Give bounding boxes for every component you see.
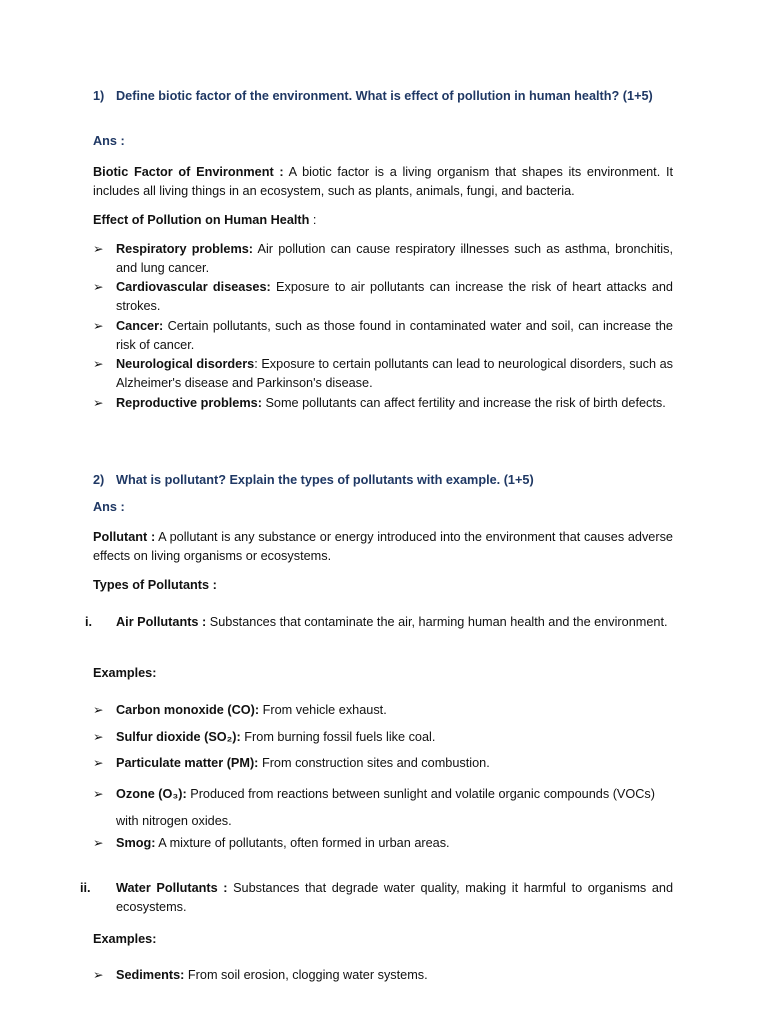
type-air-pollutants: Air Pollutants : Substances that contaminate the air, harming human health and the environment. [116, 615, 668, 629]
arrow-bullet-icon: ➢ [93, 836, 104, 850]
question-2-text: What is pollutant? Explain the types of pollutants with example. (1+5) [116, 473, 534, 487]
effect-item-respiratory: ➢ Respiratory problems: Air pollution can cause respiratory illnesses such as asthma, bronchitis, and lung cancer. [93, 242, 673, 275]
arrow-bullet-icon: ➢ [93, 730, 104, 744]
arrow-bullet-icon: ➢ [93, 968, 104, 982]
arrow-bullet-icon: ➢ [93, 319, 104, 333]
biotic-factor-term: Biotic Factor of Environment : [93, 165, 284, 179]
example-item-pm: ➢ Particulate matter (PM): From construction sites and combustion. [93, 754, 673, 773]
arrow-bullet-icon: ➢ [93, 357, 104, 371]
example-item-smog: ➢ Smog: A mixture of pollutants, often formed in urban areas. [93, 834, 673, 853]
question-2-number: 2) [93, 473, 105, 487]
arrow-bullet-icon: ➢ [93, 787, 104, 801]
effects-heading: Effect of Pollution on Human Health : [93, 213, 317, 227]
pollutant-term: Pollutant : [93, 530, 156, 544]
example-item-co: ➢ Carbon monoxide (CO): From vehicle exhaust. [93, 701, 673, 720]
arrow-bullet-icon: ➢ [93, 396, 104, 410]
type-water-pollutants: Water Pollutants : Substances that degrade water quality, making it harmful to organisms and ecosystems. [116, 881, 674, 914]
example-item-so2: ➢ Sulfur dioxide (SO₂): From burning fossil fuels like coal. [93, 728, 673, 747]
arrow-bullet-icon: ➢ [93, 703, 104, 717]
examples-label-air: Examples: [93, 666, 157, 680]
type-numeral-i: i. [85, 615, 93, 629]
effect-item-cancer: ➢ Cancer: Certain pollutants, such as those found in contaminated water and soil, can increase the risk of cancer. [93, 319, 673, 352]
example-item-sediments: ➢ Sediments: From soil erosion, clogging water systems. [93, 966, 673, 985]
pollutant-definition [93, 528, 673, 566]
examples-label-water: Examples: [93, 932, 157, 946]
answer-2-label: Ans : [93, 500, 125, 514]
effect-item-reproductive: ➢ Reproductive problems: Some pollutants can affect fertility and increase the risk of birth defects. [93, 394, 673, 432]
answer-1-label: Ans : [93, 134, 125, 148]
biotic-factor-definition [93, 163, 673, 201]
arrow-bullet-icon: ➢ [93, 242, 104, 256]
biotic-factor-text: A biotic factor is a living organism that shapes its environment. It includes all living things in an ecosystem, such as plants, animals, fungi, and bacteria. [93, 165, 673, 198]
type-numeral-ii: ii. [80, 881, 91, 895]
arrow-bullet-icon: ➢ [93, 280, 104, 294]
arrow-bullet-icon: ➢ [93, 756, 104, 770]
question-1-text: Define biotic factor of the environment. What is effect of pollution in human health? (1+5) [116, 89, 653, 103]
pollutant-text: A pollutant is any substance or energy introduced into the environment that causes adverse effects on living organisms or ecosystems. [93, 530, 673, 563]
effect-item-cardiovascular: ➢ Cardiovascular diseases: Exposure to air pollutants can increase the risk of heart attacks and strokes. [93, 280, 673, 313]
effect-item-neurological: ➢ Neurological disorders: Exposure to certain pollutants can lead to neurological disorders, such as Alzheimer's disease and Parkinson's disease. [93, 357, 674, 390]
example-item-ozone: ➢ Ozone (O₃): Produced from reactions between sunlight and volatile organic compounds (VOCs) with nitrogen oxides. [93, 781, 673, 827]
types-heading: Types of Pollutants : [93, 578, 217, 592]
question-1-number: 1) [93, 89, 105, 103]
